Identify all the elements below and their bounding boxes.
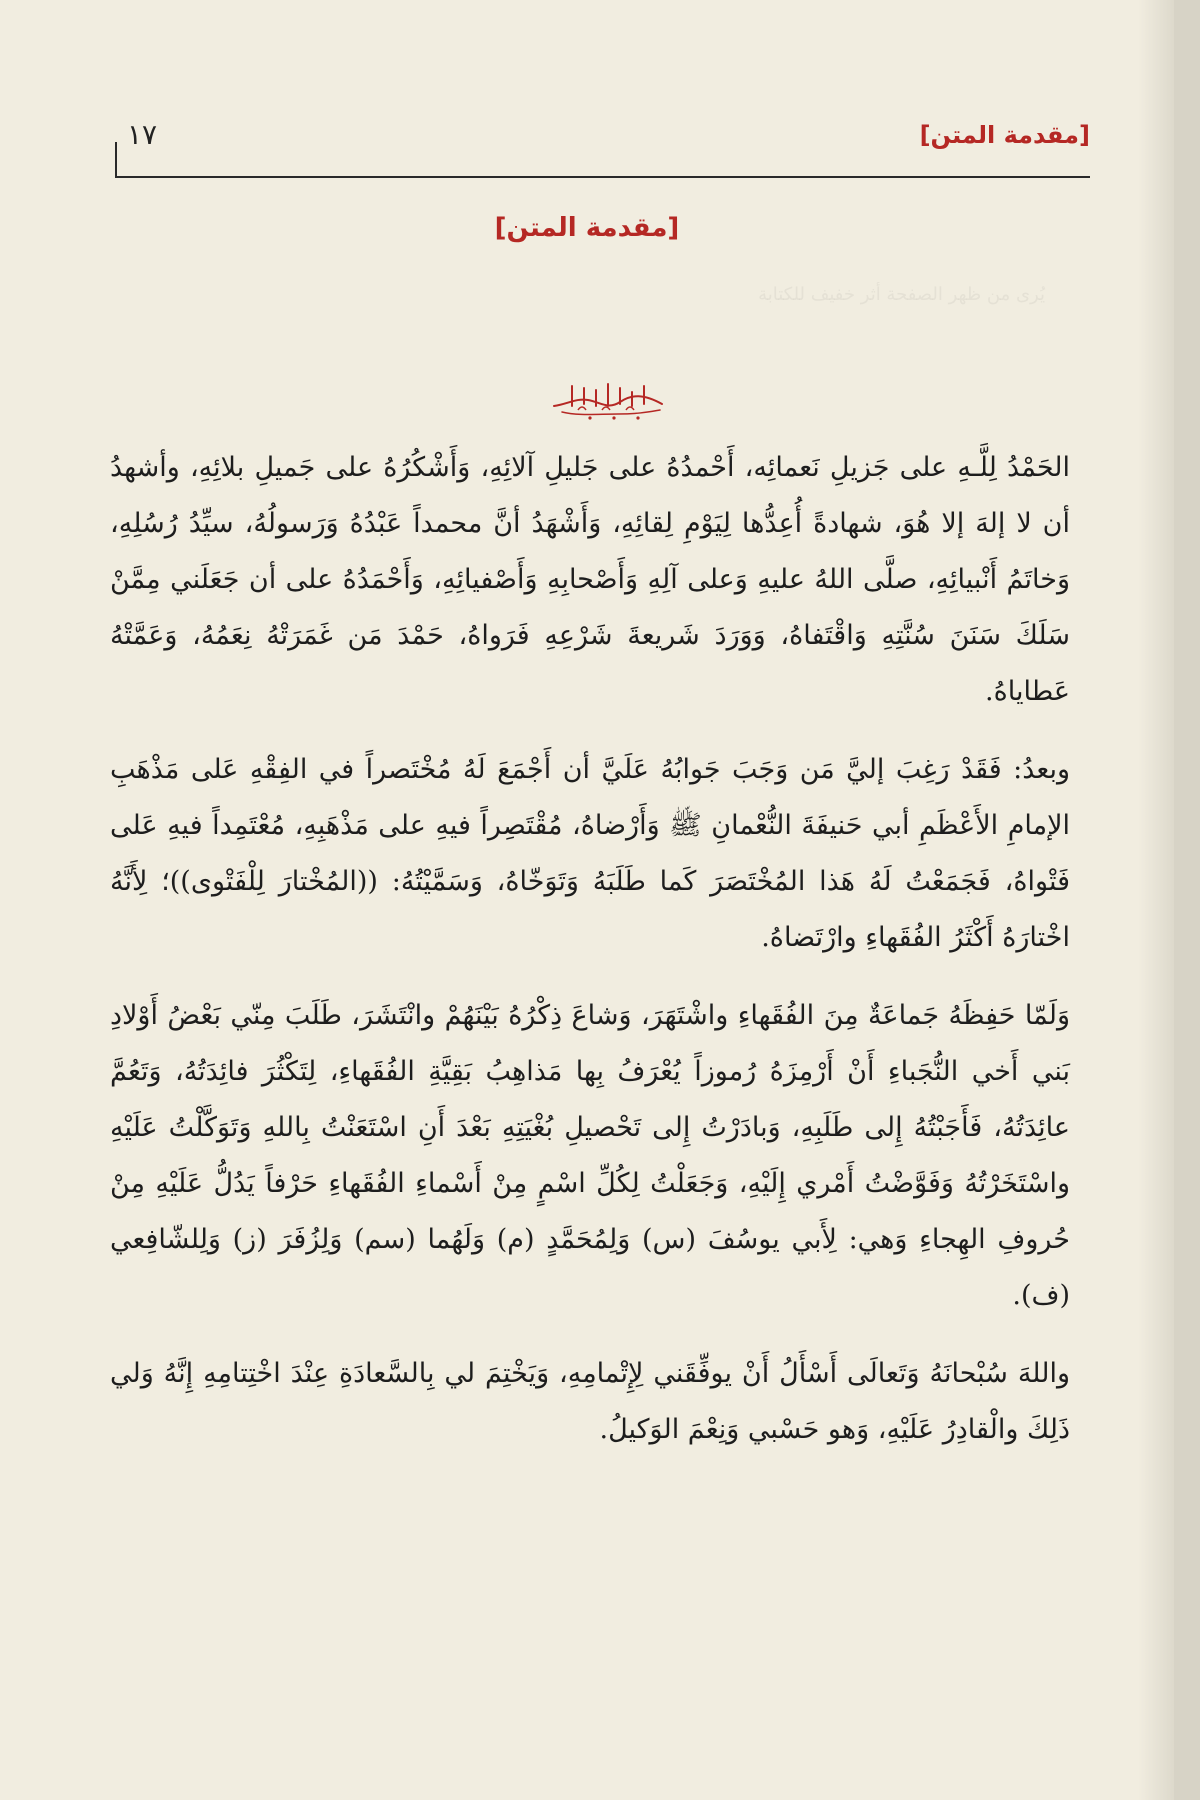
section-title: [مقدمة المتن] [494, 213, 680, 243]
paragraph-closing: واللهَ سُبْحانَهُ وَتَعالَى أَسْأَلُ أَنْ يوفِّقَني لِإِتْمامِهِ، وَيَخْتِمَ لي بِالسَّعادَةِ عِنْدَ اخْتِتامِهِ إِنَّهُ وَلي ذَلِكَ والْقادِرُ عَلَيْهِ، وَهو حَسْبي وَنِعْمَ الوَكيلُ. [110, 1358, 1070, 1445]
paragraph-symbols: وَلَمّا حَفِظَهُ جَماعَةٌ مِنَ الفُقَهاءِ واشْتَهَرَ، وَشاعَ ذِكْرُهُ بَيْنَهُمْ وانْتَشَرَ، طَلَبَ مِنّي بَعْضُ أَوْلادِ بَني أَخي النُّجَباءِ أَنْ أَرْمِزَهُ رُموزاً يُعْرَفُ بِها مَذاهِبُ بَقِيَّةِ الفُقَهاءِ، لِتَكْثُرَ فائِدَتُهُ، وَتَعُمَّ عائِدَتُهُ، فَأَجَبْتُهُ إِلى طَلَبِهِ، وَبادَرْتُ إِلى تَحْصيلِ بُغْيَتِهِ بَعْدَ أَنِ اسْتَعَنْتُ بِاللهِ وَتَوَكَّلْتُ عَلَيْهِ واسْتَخَرْتُهُ وَفَوَّضْتُ أَمْري إِلَيْهِ، وَجَعَلْتُ لِكُلِّ اسْمٍ مِنْ أَسْماءِ الفُقَهاءِ حَرْفاً يَدُلُّ عَلَيْهِ مِنْ حُروفِ الهِجاءِ وَهي: لِأَبي يوسُفَ (س) وَلِمُحَمَّدٍ (م) وَلَهُما (سم) وَلِزُفَرَ (ز) وَلِلشّافِعي (ف). [110, 1000, 1070, 1311]
running-header [115, 118, 1090, 178]
bleed-through-text: يُرى من ظهر الصفحة أثر خفيف للكتابة [758, 284, 1045, 305]
header-rule [115, 176, 1090, 178]
basmala-ornament-icon [548, 376, 668, 422]
page-number: ١٧ [127, 118, 158, 151]
paragraph-purpose: وبعدُ: فَقَدْ رَغِبَ إليَّ مَن وَجَبَ جَوابُهُ عَلَيَّ أن أَجْمَعَ لَهُ مُخْتَصراً في الفِقْهِ عَلى مَذْهَبِ الإمامِ الأَعْظَمِ أبي حَنيفَةَ النُّعْمانِ ﷺ وَأَرْضاهُ، مُقْتَصِراً فيهِ على مَذْهَبِهِ، مُعْتَمِداً فيهِ عَلى فَتْواهُ، فَجَمَعْتُ لَهُ هَذا المُخْتَصَرَ كَما طَلَبَهُ وَتَوَخّاهُ، وَسَمَّيْتُهُ: ((المُخْتارَ لِلْفَتْوى))؛ لِأَنَّهُ اخْتارَهُ أَكْثَرُ الفُقَهاءِ وارْتَضاهُ. [110, 754, 1070, 953]
main-text [110, 440, 1070, 1480]
header-tick [115, 142, 117, 176]
paragraph-praise: الحَمْدُ لِلَّـهِ على جَزيلِ نَعمائِه، أَحْمدُهُ على جَليلِ آلائِهِ، وَأَشْكُرُهُ على جَميلِ بلائِهِ، وأشهدُ أن لا إلهَ إلا هُوَ، شهادةً أُعِدُّها لِيَوْمِ لِقائِهِ، وَأَشْهَدُ أنَّ محمداً عَبْدُهُ وَرَسولُهُ، سيِّدُ رُسُلِهِ، وَخاتَمُ أَنْبيائِهِ، صلَّى اللهُ عليهِ وَعلى آلِهِ وَأَصْحابِهِ وَأَصْفيائِهِ، وَأَحْمَدُهُ على أن جَعَلَني مِمَّنْ سَلَكَ سَنَنَ سُنَّتِهِ وَاقْتَفاهُ، وَوَرَدَ شَريعةَ شَرْعِهِ فَرَواهُ، حَمْدَ مَن غَمَرَتْهُ نِعَمُهُ، وَعَمَّتْهُ عَطاياهُ. [110, 452, 1070, 707]
page-edge-shadow [1138, 0, 1174, 1800]
header-title: [مقدمة المتن] [919, 121, 1090, 149]
